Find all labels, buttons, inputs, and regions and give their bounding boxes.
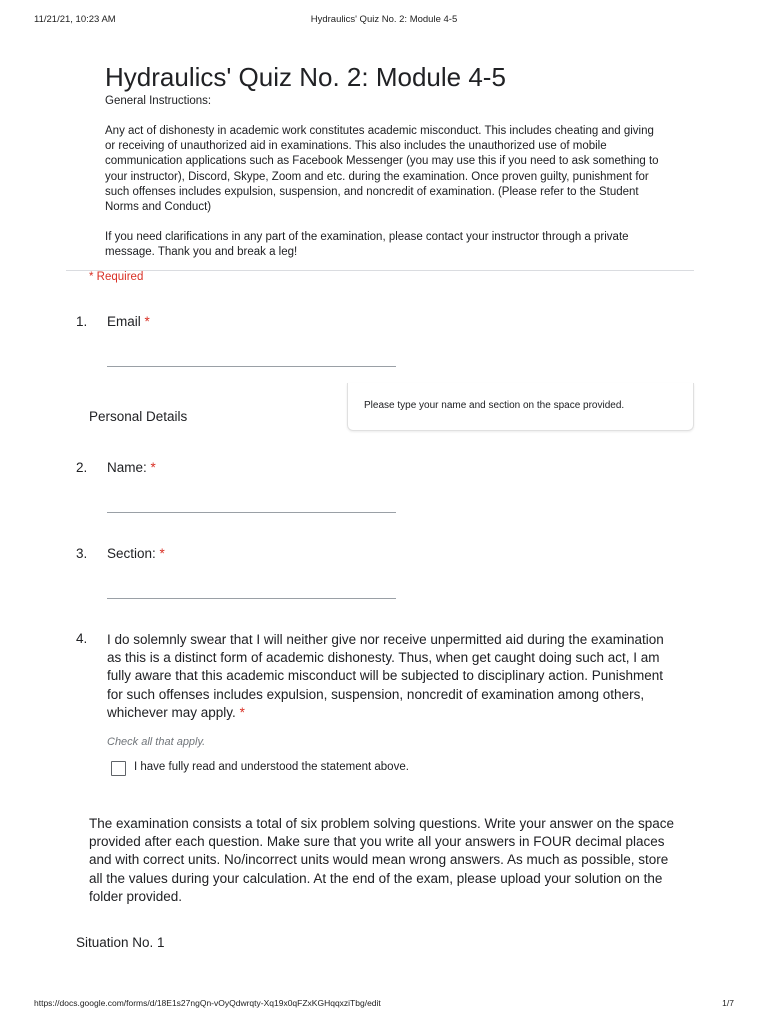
acknowledge-checkbox[interactable] (111, 761, 126, 776)
section-description: Please type your name and section on the space provided. (364, 400, 625, 411)
print-header (0, 14, 768, 28)
section-description-card (347, 383, 694, 431)
required-asterisk: * (150, 460, 156, 475)
header-divider (66, 270, 694, 271)
section-input[interactable] (107, 598, 396, 599)
general-instructions-label: General Instructions: (105, 95, 212, 107)
instructions-paragraph-2: If you need clarifications in any part of the examination, please contact your instructor through a private message. Thank you and break a leg! (105, 231, 629, 259)
email-input[interactable] (107, 366, 396, 367)
question-number: 2. (76, 460, 88, 475)
section-title-personal-details: Personal Details (89, 409, 188, 424)
question-number: 4. (76, 631, 88, 646)
print-title: Hydraulics' Quiz No. 2: Module 4-5 (310, 14, 458, 25)
exam-instructions: The examination consists a total of six problem solving questions. Write your answer on the space provided after each question. Make sure that you write all your answers in FOUR decimal places and with correct units. No/incorrect units would mean wrong answers. As much as possible, store all the values during your calculation. At the end of the exam, please upload your solution on the folder provided. (89, 816, 675, 904)
question-email-label: Email * (107, 314, 150, 329)
question-name-label: Name: * (107, 460, 156, 475)
question-oath-label: I do solemnly swear that I will neither give nor receive unpermitted aid during the examination as this is a distinct form of academic dishonesty. Thus, when get caught doing such act, I am fully aware that this academic misconduct will be subjected to disciplinary action. Punishment for such offenses includes expulsion, suspension, noncredit of examination among others, whichever may apply. * (107, 632, 664, 720)
question-number: 3. (76, 546, 88, 561)
situation-title: Situation No. 1 (76, 935, 165, 950)
print-url: https://docs.google.com/forms/d/18E1s27ngQn-vOyQdwrqty-Xq19x0qFZxKGHqqxziTbg/edit (34, 998, 381, 1008)
acknowledge-checkbox-label[interactable]: I have fully read and understood the statement above. (134, 761, 409, 773)
print-footer (0, 998, 768, 1012)
question-number: 1. (76, 314, 88, 329)
required-asterisk: * (159, 546, 165, 561)
required-asterisk: * (239, 704, 245, 720)
required-asterisk: * (144, 314, 150, 329)
form-title: Hydraulics' Quiz No. 2: Module 4-5 (105, 62, 506, 92)
check-all-hint: Check all that apply. (107, 736, 206, 748)
question-section-label: Section: * (107, 546, 165, 561)
required-note: * Required (89, 271, 144, 283)
instructions-paragraph-1: Any act of dishonesty in academic work constitutes academic misconduct. This includes cheating and giving or receiving of unauthorized aid in examinations. This also includes the unauthorized use of mobile communication applications such as Facebook Messenger (you may use this if you need to ask something to your instructor), Discord, Skype, Zoom and etc. during the examination. Once proven guilty, punishment for such offenses includes expulsion, suspension, and noncredit of examination. (Please refer to the Student Norms and Conduct) (105, 125, 659, 214)
page-number: 1/7 (722, 998, 734, 1008)
print-datetime: 11/21/21, 10:23 AM (34, 14, 116, 25)
name-input[interactable] (107, 512, 396, 513)
